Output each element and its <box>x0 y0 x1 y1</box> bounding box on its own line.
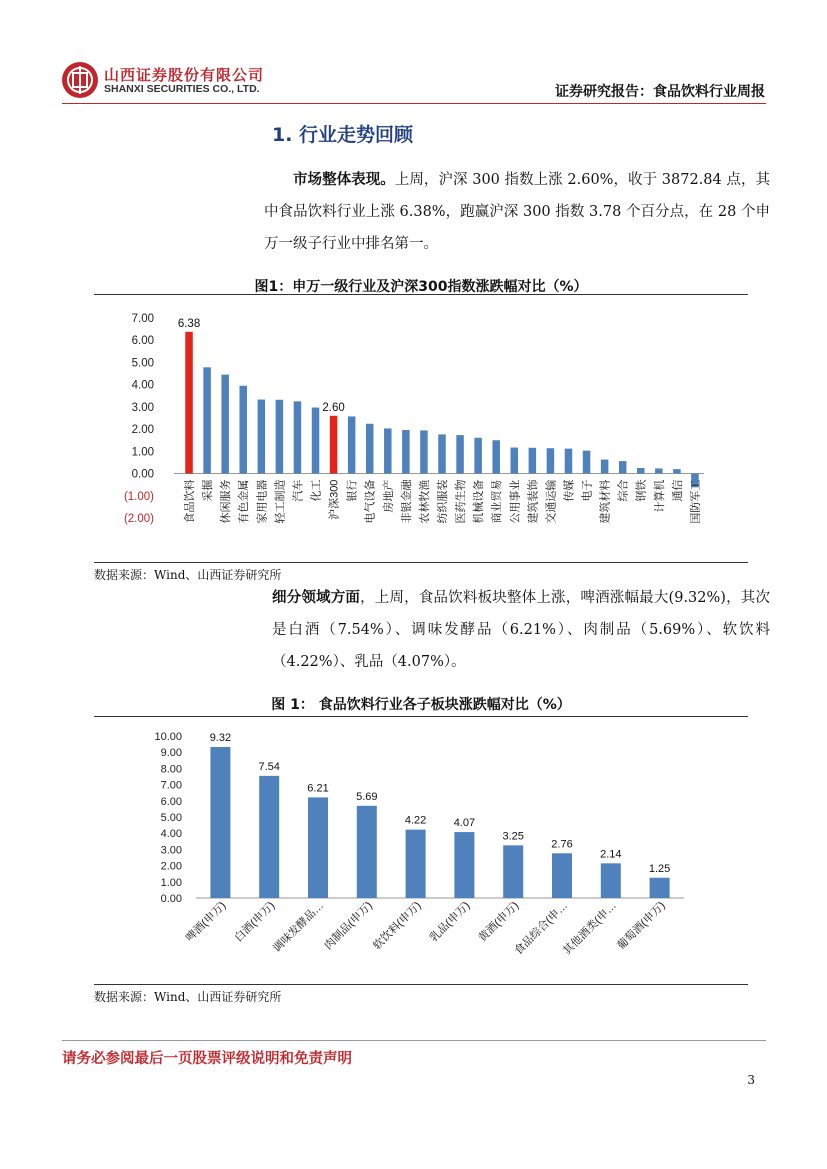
x-tick-label: 建筑材料 <box>599 479 612 524</box>
bar-传媒 <box>565 449 573 474</box>
data-label: 5.69 <box>356 790 378 803</box>
x-tick-label: 汽车 <box>292 479 305 502</box>
bar-软饮料(申万) <box>406 830 426 898</box>
figure2-bottom-rule <box>94 984 748 985</box>
y-tick-label: 3.00 <box>131 401 154 414</box>
x-tick-label: 计算机 <box>653 479 666 513</box>
x-tick-label: 家用电器 <box>256 479 269 524</box>
header-divider <box>62 103 766 104</box>
logo-emblem-icon <box>62 62 98 98</box>
bar-公用事业 <box>511 448 519 474</box>
data-label: 9.32 <box>209 732 232 745</box>
bar-商业贸易 <box>492 440 500 473</box>
x-tick-label: 化工 <box>310 479 323 502</box>
x-tick-label: 食品综合(申… <box>512 899 571 958</box>
bar-啤酒(申万) <box>210 747 230 898</box>
y-tick-label: 10.00 <box>154 731 182 743</box>
x-tick-label: 电气设备 <box>364 479 377 524</box>
section-title: 1. 行业走势回顾 <box>272 124 414 146</box>
y-tick-label: 2.00 <box>160 860 182 873</box>
bar-葡萄酒(申万) <box>650 878 670 898</box>
bar-建筑材料 <box>601 460 609 474</box>
data-label: 1.25 <box>648 862 671 875</box>
data-label-食品饮料: 6.38 <box>177 317 201 330</box>
bar-钢铁 <box>637 468 645 474</box>
y-tick-label: 7.00 <box>160 779 182 792</box>
bar-轻工制造 <box>276 400 284 474</box>
data-label: 3.25 <box>502 830 524 843</box>
x-tick-label: 机械设备 <box>473 479 486 524</box>
disclaimer-notice: 请务必参阅最后一页股票评级说明和免责声明 <box>62 1051 352 1067</box>
x-tick-label: 国防军工 <box>689 479 702 524</box>
report-title: 证券研究报告：食品饮料行业周报 <box>555 84 765 100</box>
data-label: 4.22 <box>404 814 427 827</box>
x-tick-label: 采掘 <box>202 479 215 502</box>
x-tick-label: 电子 <box>581 479 594 502</box>
segment-text: ，上周，食品饮料板块整体上涨，啤酒涨幅最大(9.32%)，其次是白酒（7.54%）、调味发酵品（6.21%）、肉制品（5.69%）、软饮料（4.22%）、乳品（4.07%）。 <box>272 590 770 670</box>
x-tick-label: 黄酒(申万) <box>476 899 522 945</box>
x-tick-label: 纺织服装 <box>437 479 449 524</box>
figure1-title: 图1：申万一级行业及沪深300指数涨跌幅对比（%） <box>254 279 588 295</box>
x-tick-label: 肉制品(申万) <box>322 899 375 953</box>
page-number: 3 <box>747 1073 755 1087</box>
bar-采掘 <box>203 367 211 473</box>
figure2-top-rule <box>94 716 748 717</box>
bar-调味发酵品… <box>308 797 328 898</box>
x-tick-label: 农林牧渔 <box>418 479 431 524</box>
y-tick-label: 1.00 <box>160 876 182 889</box>
bar-交通运输 <box>547 448 555 473</box>
y-tick-label: 4.00 <box>160 828 182 841</box>
bar-乳品(申万) <box>454 832 474 898</box>
y-tick-label: (1.00) <box>123 490 154 503</box>
y-tick-label: 6.00 <box>160 795 182 808</box>
x-tick-label: 传媒 <box>563 479 576 502</box>
y-tick-label: 0.00 <box>131 468 154 481</box>
x-tick-label: 综合 <box>617 479 630 502</box>
market-overview-paragraph <box>264 164 770 260</box>
bar-计算机 <box>655 468 663 473</box>
x-tick-label: 食品饮料 <box>184 479 197 524</box>
segment-lead: 细分领域方面 <box>272 590 361 606</box>
bar-综合 <box>619 461 627 473</box>
bar-休闲服务 <box>221 375 229 474</box>
industry-bar-chart <box>94 300 748 560</box>
bar-其他酒类(申… <box>601 863 621 898</box>
bar-电气设备 <box>366 424 374 474</box>
x-tick-label: 医药生物 <box>455 479 468 524</box>
x-tick-label: 乳品(申万) <box>427 899 473 945</box>
x-tick-label: 建筑装饰 <box>527 479 540 524</box>
bar-农林牧渔 <box>420 430 428 473</box>
data-label: 2.14 <box>600 848 622 861</box>
x-tick-label: 软饮料(申万) <box>371 899 424 953</box>
y-tick-label: 3.00 <box>160 844 182 857</box>
market-overview-text: 上周，沪深 300 指数上涨 2.60%，收于 3872.84 点，其中食品饮料行业上涨 6.38%，跑赢沪深 300 指数 3.78 个百分点，在 28 个申万一级子行业中排名第一。 <box>264 172 770 252</box>
bar-纺织服装 <box>438 434 446 473</box>
company-name-cn: 山西证券股份有限公司 <box>104 66 265 84</box>
bar-医药生物 <box>456 435 464 473</box>
bar-肉制品(申万) <box>357 806 377 898</box>
figure1-source: 数据来源：Wind、山西证券研究所 <box>94 568 282 582</box>
bar-房地产 <box>384 428 392 473</box>
bar-汽车 <box>294 401 302 473</box>
bar-非银金融 <box>402 430 410 474</box>
market-overview-lead: 市场整体表现。 <box>293 172 395 188</box>
x-tick-label: 非银金融 <box>400 479 413 524</box>
x-tick-label: 通信 <box>671 479 684 502</box>
y-tick-label: 9.00 <box>160 747 182 760</box>
x-tick-label: 钢铁 <box>635 479 648 502</box>
subsector-bar-chart <box>94 722 748 984</box>
bar-食品饮料 <box>185 332 193 474</box>
x-tick-label: 银行 <box>346 479 359 502</box>
bar-银行 <box>348 416 356 473</box>
x-tick-label: 白酒(申万) <box>232 899 278 945</box>
x-tick-label: 公用事业 <box>509 479 522 524</box>
bar-建筑装饰 <box>529 448 537 474</box>
bar-食品综合(申… <box>552 853 572 898</box>
x-tick-label: 调味发酵品… <box>270 899 327 955</box>
data-label: 6.21 <box>307 782 329 795</box>
x-tick-label: 其他酒类(申… <box>561 899 619 958</box>
y-tick-label: 6.00 <box>131 335 154 348</box>
data-label: 2.76 <box>551 838 573 851</box>
bar-白酒(申万) <box>259 776 279 898</box>
company-name-en: SHANXI SECURITIES CO., LTD. <box>104 83 260 95</box>
data-label: 7.54 <box>258 760 280 773</box>
company-logo <box>62 62 98 98</box>
y-tick-label: (2.00) <box>123 513 154 525</box>
y-tick-label: 0.00 <box>160 893 182 905</box>
y-tick-label: 5.00 <box>131 357 154 370</box>
y-tick-label: 7.00 <box>131 313 154 325</box>
bar-电子 <box>583 451 591 474</box>
bar-黄酒(申万) <box>503 845 523 898</box>
x-tick-label: 有色金属 <box>238 479 251 524</box>
x-tick-label: 轻工制造 <box>274 479 287 524</box>
y-tick-label: 4.00 <box>131 379 154 392</box>
y-tick-label: 1.00 <box>131 446 154 459</box>
x-tick-label: 房地产 <box>382 479 395 513</box>
figure2-title: 图 1： 食品饮料行业各子板块涨跌幅对比（%） <box>271 697 571 713</box>
data-label: 4.07 <box>453 817 476 830</box>
y-tick-label: 5.00 <box>160 812 182 824</box>
figure1-bottom-rule <box>94 562 748 563</box>
y-tick-label: 8.00 <box>160 763 182 776</box>
x-tick-label: 休闲服务 <box>220 479 233 524</box>
bar-有色金属 <box>239 386 247 474</box>
x-tick-label: 交通运输 <box>545 479 558 524</box>
bar-家用电器 <box>258 400 266 474</box>
segment-paragraph <box>272 582 770 678</box>
footer-divider <box>62 1040 766 1041</box>
x-tick-label: 商业贸易 <box>491 479 504 524</box>
x-tick-label: 葡萄酒(申万) <box>615 899 668 953</box>
data-label-沪深300: 2.60 <box>322 401 345 414</box>
x-tick-label: 啤酒(申万) <box>183 899 229 945</box>
bar-机械设备 <box>474 438 482 474</box>
y-tick-label: 2.00 <box>131 424 154 437</box>
bar-通信 <box>673 469 681 473</box>
figure2-source: 数据来源：Wind、山西证券研究所 <box>94 990 282 1004</box>
bar-沪深300 <box>330 416 338 474</box>
figure1-top-rule <box>94 294 748 295</box>
bar-化工 <box>312 408 320 474</box>
x-tick-label: 沪深300 <box>328 479 341 520</box>
